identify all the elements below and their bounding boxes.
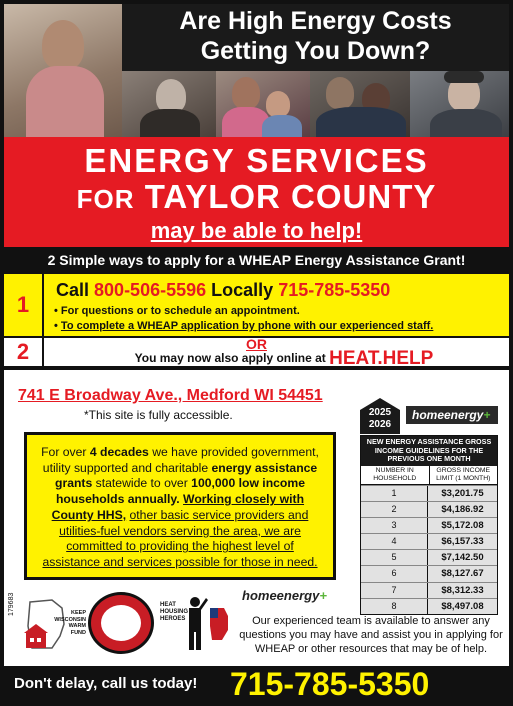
income-limit: $5,172.08 [427, 518, 497, 533]
headline-line-1: Are High Energy Costs [179, 7, 452, 35]
footer-cta: Don't delay, call us today! [14, 675, 198, 692]
option-1-number: 1 [4, 274, 44, 336]
photo-veteran-saluting [410, 71, 509, 137]
income-limit: $6,157.33 [427, 534, 497, 549]
office-address: 741 E Broadway Ave., Medford WI 54451 [18, 387, 323, 404]
team-message: Our experienced team is available to answer any questions you may have and assist you in applying for WHEAP or other resources that may be of help. [239, 615, 503, 655]
photo-elderly-couple [310, 71, 410, 137]
banner-county-name: TAYLOR COUNTY [144, 178, 437, 215]
option-2-online [4, 338, 509, 370]
table-row [361, 598, 497, 614]
heat-housing-heroes-logo: HEAT HOUSING HEROES [160, 602, 189, 622]
homeenergy-small-plus-icon: + [319, 588, 327, 603]
call-label: Call [56, 280, 90, 300]
household-size: 1 [361, 486, 427, 501]
ad-id-number: 179683 [8, 592, 15, 616]
income-limit: $8,497.08 [427, 599, 497, 614]
about-commitment: other basic service providers and utilities-fuel vendors serving the area, we are committed to providing the highest level of assistance and services possible for those in need. [42, 507, 318, 569]
option-2-number: 2 [4, 338, 44, 366]
income-limit: $3,201.75 [427, 486, 497, 501]
household-size: 6 [361, 566, 427, 581]
homeenergy-header [360, 398, 498, 434]
homeenergy-logo [406, 406, 498, 424]
banner-for: FOR [76, 184, 135, 214]
bullet-apply-by-phone-text: To complete a WHEAP application by phone with our experienced staff. [60, 320, 434, 332]
option-1-phone [4, 274, 509, 338]
about-text-1: For over [41, 445, 87, 459]
income-limit: $8,127.67 [427, 566, 497, 581]
partner-logos [22, 592, 222, 652]
headline-line-2: Getting You Down? [200, 37, 431, 65]
about-text-2: we have provided government, utility supported and charitable [42, 445, 319, 475]
column-income-limit: GROSS INCOME LIMIT (1 MONTH) [429, 466, 498, 484]
homeenergy-logo-small-text: homeenergy [242, 588, 320, 603]
table-title: NEW ENERGY ASSISTANCE GROSS INCOME GUIDELINES FOR THE PREVIOUS ONE MONTH [361, 436, 497, 466]
about-county-hhs: Working closely with County HHS, [51, 492, 305, 522]
photo-header [4, 4, 509, 137]
flyer-content [4, 4, 509, 702]
table-row [361, 517, 497, 533]
local-phone[interactable]: 715-785-5350 [278, 280, 391, 300]
headline [122, 6, 509, 70]
banner-tagline: may be able to help! [150, 218, 363, 243]
household-size: 2 [361, 502, 427, 517]
energy-services-seal-icon [88, 592, 154, 654]
call-line [56, 280, 390, 301]
household-size: 3 [361, 518, 427, 533]
call-footer [4, 666, 509, 702]
energy-services-banner [4, 137, 509, 247]
income-guidelines-table [360, 435, 498, 615]
banner-county [4, 179, 509, 217]
accessibility-note: *This site is fully accessible. [84, 408, 233, 422]
apply-online-line [64, 348, 504, 370]
table-header [361, 466, 497, 485]
wisconsin-flag-map-icon [208, 606, 230, 642]
program-years [362, 407, 398, 431]
household-size: 5 [361, 550, 427, 565]
homeenergy-logo-small [242, 588, 338, 604]
household-size: 8 [361, 599, 427, 614]
photo-elderly-person [122, 71, 216, 137]
toll-free-phone[interactable]: 800-506-5596 [94, 280, 207, 300]
heat-help-link[interactable]: HEAT.HELP [329, 348, 434, 369]
apply-online-text: You may now also apply online at [134, 351, 326, 365]
table-row [361, 485, 497, 501]
household-size: 7 [361, 583, 427, 598]
homeenergy-plus-icon: + [483, 408, 491, 422]
about-decades: 4 decades [89, 445, 149, 459]
income-limit: $4,186.92 [427, 502, 497, 517]
banner-title: ENERGY SERVICES [84, 142, 429, 179]
or-label: OR [246, 336, 267, 352]
photo-worried-woman [4, 4, 122, 137]
about-grants: energy assistance grants [55, 460, 318, 491]
table-row [361, 533, 497, 549]
keep-wisconsin-warm-logo: KEEP WISCONSIN WARM FUND [54, 610, 86, 636]
household-size: 4 [361, 534, 427, 549]
table-row [361, 565, 497, 581]
table-row [361, 501, 497, 517]
income-limit: $7,142.50 [427, 550, 497, 565]
about-text-3: statewide to over [95, 476, 188, 491]
homeenergy-logo-text: homeenergy [412, 408, 484, 422]
about-box [24, 432, 336, 580]
table-row [361, 582, 497, 598]
saluting-soldier-icon [180, 594, 210, 650]
about-households: 100,000 low income households annually. [55, 476, 305, 507]
bullet-questions: • For questions or to schedule an appointment. [54, 305, 300, 317]
year-end: 2026 [368, 419, 392, 430]
year-start: 2025 [368, 407, 392, 418]
locally-label: Locally [211, 280, 274, 300]
income-limit: $8,312.33 [427, 583, 497, 598]
apply-ways-heading: 2 Simple ways to apply for a WHEAP Energy Assistance Grant! [4, 247, 509, 274]
bullet-apply-by-phone: • To complete a WHEAP application by phone with our experienced staff. [54, 320, 434, 332]
column-household: NUMBER IN HOUSEHOLD [373, 466, 417, 482]
footer-phone[interactable]: 715-785-5350 [230, 666, 430, 702]
photo-mother-child [216, 71, 310, 137]
table-row [361, 549, 497, 565]
